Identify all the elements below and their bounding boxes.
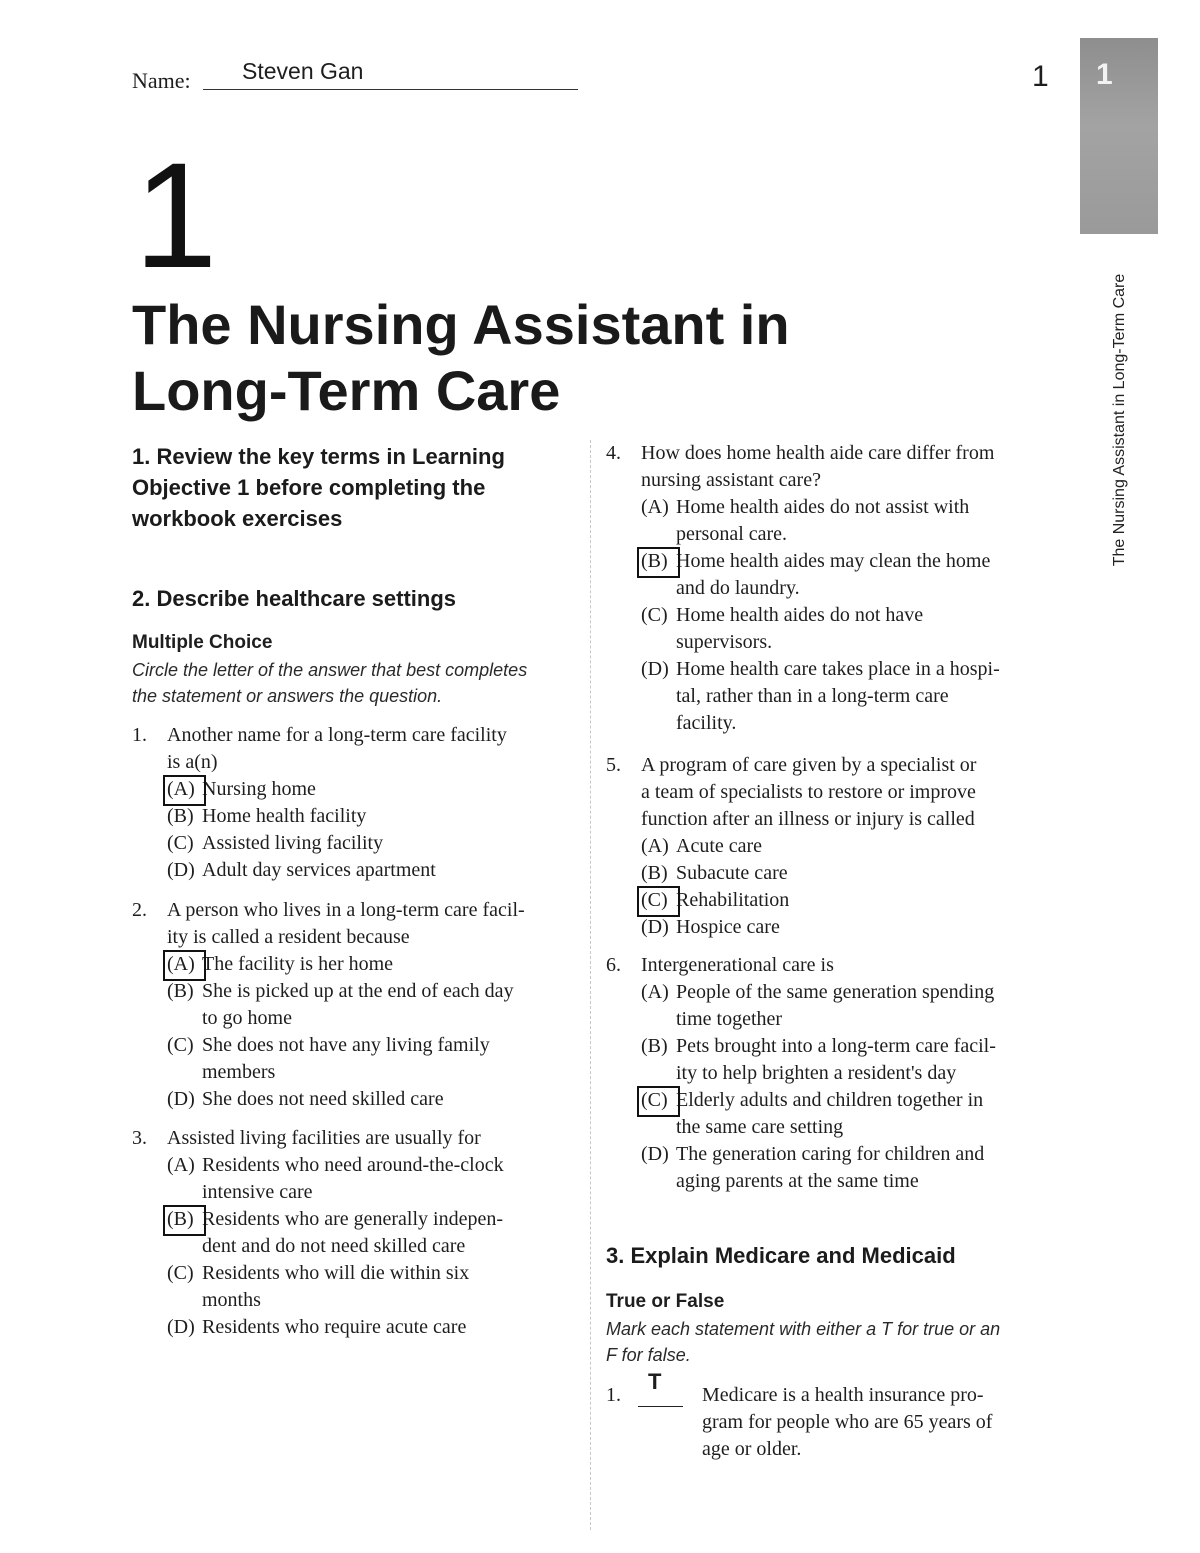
- true-false-subheading: True or False: [606, 1291, 725, 1312]
- stem-line: A person who lives in a long-term care facil-: [167, 899, 525, 921]
- question-number: 4.: [606, 442, 621, 464]
- option-letter: (D): [641, 1143, 669, 1165]
- answer-option[interactable]: [132, 1260, 572, 1314]
- chapter-tab-number: 1: [1096, 58, 1113, 91]
- option-letter: (B): [167, 1208, 194, 1230]
- true-false-item: [606, 1369, 1056, 1470]
- question-stem: [606, 952, 1056, 979]
- option-text-line: She is picked up at the end of each day: [202, 980, 514, 1002]
- selected-answer-box: [163, 950, 206, 981]
- option-letter: (D): [167, 1088, 195, 1110]
- option-letter: (B): [641, 1035, 668, 1057]
- stem-line: ity is called a resident because: [167, 926, 410, 948]
- option-text-line: She does not need skilled care: [202, 1088, 444, 1110]
- heading-line: 1. Review the key terms in Learning: [132, 444, 505, 469]
- option-letter: (B): [167, 805, 194, 827]
- answer-option[interactable]: [606, 548, 1056, 602]
- option-text-line: aging parents at the same time: [676, 1170, 919, 1192]
- question-stem: [132, 722, 572, 776]
- stem-line: Assisted living facilities are usually for: [167, 1127, 481, 1149]
- name-label: Name:: [132, 68, 191, 93]
- instructions-line: F for false.: [606, 1345, 691, 1365]
- option-letter: (D): [641, 916, 669, 938]
- chapter-tab: [1080, 38, 1158, 234]
- instructions-line: Circle the letter of the answer that best completes: [132, 660, 528, 680]
- tf-answer-line: [638, 1406, 683, 1407]
- true-false-instructions: [606, 1316, 1056, 1368]
- heading-line: Objective 1 before completing the: [132, 475, 486, 500]
- option-text-line: and do laundry.: [676, 577, 800, 599]
- question-number: 1.: [132, 724, 147, 746]
- question-3: [132, 1125, 572, 1341]
- option-text-line: the same care setting: [676, 1116, 844, 1138]
- option-letter: (A): [167, 1154, 195, 1176]
- answer-option[interactable]: [132, 1032, 572, 1086]
- option-text-line: Nursing home: [202, 778, 316, 800]
- option-text-line: to go home: [202, 1007, 292, 1029]
- question-number: 5.: [606, 754, 621, 776]
- answer-option[interactable]: [132, 1206, 572, 1260]
- selected-answer-box: [637, 1086, 680, 1117]
- name-field-line: [203, 89, 578, 90]
- option-text-line: Rehabilitation: [676, 889, 790, 911]
- option-text-line: The facility is her home: [202, 953, 394, 975]
- option-text-line: supervisors.: [676, 631, 773, 653]
- column-divider: [590, 440, 591, 1530]
- question-stem: [606, 440, 1056, 494]
- option-text-line: Adult day services apartment: [202, 859, 436, 881]
- chapter-title-line: Long-Term Care: [132, 359, 561, 422]
- option-text-line: Home health aides do not assist with: [676, 496, 970, 518]
- option-text-line: Home health aides may clean the home: [676, 550, 991, 572]
- answer-option[interactable]: [132, 776, 572, 803]
- answer-option[interactable]: [132, 1152, 572, 1206]
- tf-text-line: age or older.: [702, 1438, 802, 1460]
- option-text-line: Residents who will die within six: [202, 1262, 470, 1284]
- answer-option[interactable]: [606, 887, 1056, 914]
- section-2-heading: 2. Describe healthcare settings: [132, 586, 457, 611]
- answer-option[interactable]: [606, 656, 1056, 737]
- question-stem: [606, 752, 1056, 833]
- stem-line: How does home health aide care differ from: [641, 442, 995, 464]
- option-letter: (C): [167, 832, 194, 854]
- option-text-line: Pets brought into a long-term care facil-: [676, 1035, 996, 1057]
- answer-option[interactable]: [132, 978, 572, 1032]
- option-text-line: facility.: [676, 712, 737, 734]
- option-text-line: months: [202, 1289, 261, 1311]
- question-4: [606, 440, 1056, 737]
- option-letter: (B): [641, 550, 668, 572]
- option-text-line: Residents who need around-the-clock: [202, 1154, 504, 1176]
- option-letter: (C): [641, 604, 668, 626]
- option-text-line: The generation caring for children and: [676, 1143, 985, 1165]
- option-letter: (C): [641, 1089, 668, 1111]
- stem-line: function after an illness or injury is called: [641, 808, 975, 830]
- option-text-line: Home health aides do not have: [676, 604, 924, 626]
- option-text-line: Acute care: [676, 835, 763, 857]
- option-text-line: personal care.: [676, 523, 788, 545]
- option-letter: (A): [167, 778, 195, 800]
- option-text-line: members: [202, 1061, 276, 1083]
- stem-line: is a(n): [167, 751, 218, 773]
- option-text-line: Home health facility: [202, 805, 367, 827]
- answer-option[interactable]: [606, 1141, 1056, 1195]
- chapter-number: 1: [134, 131, 218, 299]
- question-stem: [132, 1125, 572, 1152]
- option-letter: (C): [167, 1034, 194, 1056]
- question-number: 2.: [132, 899, 147, 921]
- option-text-line: intensive care: [202, 1181, 313, 1203]
- option-text-line: Home health care takes place in a hospi-: [676, 658, 1000, 680]
- option-letter: (B): [641, 862, 668, 884]
- section-3-heading: 3. Explain Medicare and Medicaid: [606, 1243, 956, 1268]
- option-text-line: tal, rather than in a long-term care: [676, 685, 949, 707]
- question-stem: [132, 897, 572, 951]
- option-text-line: People of the same generation spending: [676, 981, 995, 1003]
- heading-line: workbook exercises: [132, 506, 343, 531]
- answer-option[interactable]: [606, 833, 1056, 860]
- tf-text-line: Medicare is a health insurance pro-: [702, 1384, 984, 1406]
- option-letter: (A): [641, 496, 669, 518]
- stem-line: Intergenerational care is: [641, 954, 834, 976]
- question-5: [606, 752, 1056, 941]
- option-letter: (A): [641, 981, 669, 1003]
- tf-item-number: 1.: [606, 1384, 621, 1406]
- option-text-line: Assisted living facility: [202, 832, 384, 854]
- option-text-line: ity to help brighten a resident's day: [676, 1062, 957, 1084]
- option-letter: (A): [167, 953, 195, 975]
- option-text-line: time together: [676, 1008, 783, 1030]
- question-2: [132, 897, 572, 1113]
- stem-line: nursing assistant care?: [641, 469, 821, 491]
- option-text-line: dent and do not need skilled care: [202, 1235, 466, 1257]
- selected-answer-box: [163, 1205, 206, 1236]
- answer-option[interactable]: [606, 602, 1056, 656]
- question-6: [606, 952, 1056, 1195]
- option-letter: (B): [167, 980, 194, 1002]
- stem-line: a team of specialists to restore or improve: [641, 781, 976, 803]
- selected-answer-box: [637, 886, 680, 917]
- instructions-line: the statement or answers the question.: [132, 686, 443, 706]
- option-letter: (A): [641, 835, 669, 857]
- tf-item-text: [702, 1382, 1052, 1463]
- chapter-title-line: The Nursing Assistant in: [132, 293, 790, 356]
- option-text-line: Residents who require acute care: [202, 1316, 467, 1338]
- tf-answer-field[interactable]: T: [648, 1369, 662, 1394]
- question-number: 6.: [606, 954, 621, 976]
- option-text-line: Hospice care: [676, 916, 780, 938]
- selected-answer-box: [163, 775, 206, 806]
- side-running-title: The Nursing Assistant in Long-Term Care: [1111, 273, 1128, 567]
- answer-option[interactable]: [132, 830, 572, 857]
- page-number: 1: [1032, 60, 1049, 93]
- answer-option[interactable]: [606, 1087, 1056, 1141]
- multiple-choice-instructions: [132, 657, 572, 709]
- instructions-line: Mark each statement with either a T for true or an: [606, 1319, 1001, 1339]
- stem-line: Another name for a long-term care facility: [167, 724, 507, 746]
- multiple-choice-subheading: Multiple Choice: [132, 632, 273, 653]
- question-number: 3.: [132, 1127, 147, 1149]
- answer-option[interactable]: [606, 860, 1056, 887]
- option-letter: (D): [167, 1316, 195, 1338]
- name-field[interactable]: Steven Gan: [242, 58, 364, 84]
- option-text-line: Subacute care: [676, 862, 788, 884]
- option-letter: (C): [167, 1262, 194, 1284]
- answer-option[interactable]: [606, 914, 1056, 941]
- answer-option[interactable]: [132, 803, 572, 830]
- option-text-line: She does not have any living family: [202, 1034, 490, 1056]
- option-letter: (C): [641, 889, 668, 911]
- selected-answer-box: [637, 547, 680, 578]
- answer-option[interactable]: [132, 857, 572, 884]
- section-1-heading: [132, 441, 572, 534]
- answer-option[interactable]: [132, 1086, 572, 1113]
- option-text-line: Elderly adults and children together in: [676, 1089, 984, 1111]
- tf-text-line: gram for people who are 65 years of: [702, 1411, 993, 1433]
- stem-line: A program of care given by a specialist or: [641, 754, 977, 776]
- answer-option[interactable]: [606, 1033, 1056, 1087]
- chapter-title: [132, 292, 832, 424]
- option-letter: (D): [167, 859, 195, 881]
- question-1: [132, 722, 572, 884]
- option-letter: (D): [641, 658, 669, 680]
- answer-option[interactable]: [606, 979, 1056, 1033]
- answer-option[interactable]: [606, 494, 1056, 548]
- option-text-line: Residents who are generally indepen-: [202, 1208, 504, 1230]
- answer-option[interactable]: [132, 951, 572, 978]
- answer-option[interactable]: [132, 1314, 572, 1341]
